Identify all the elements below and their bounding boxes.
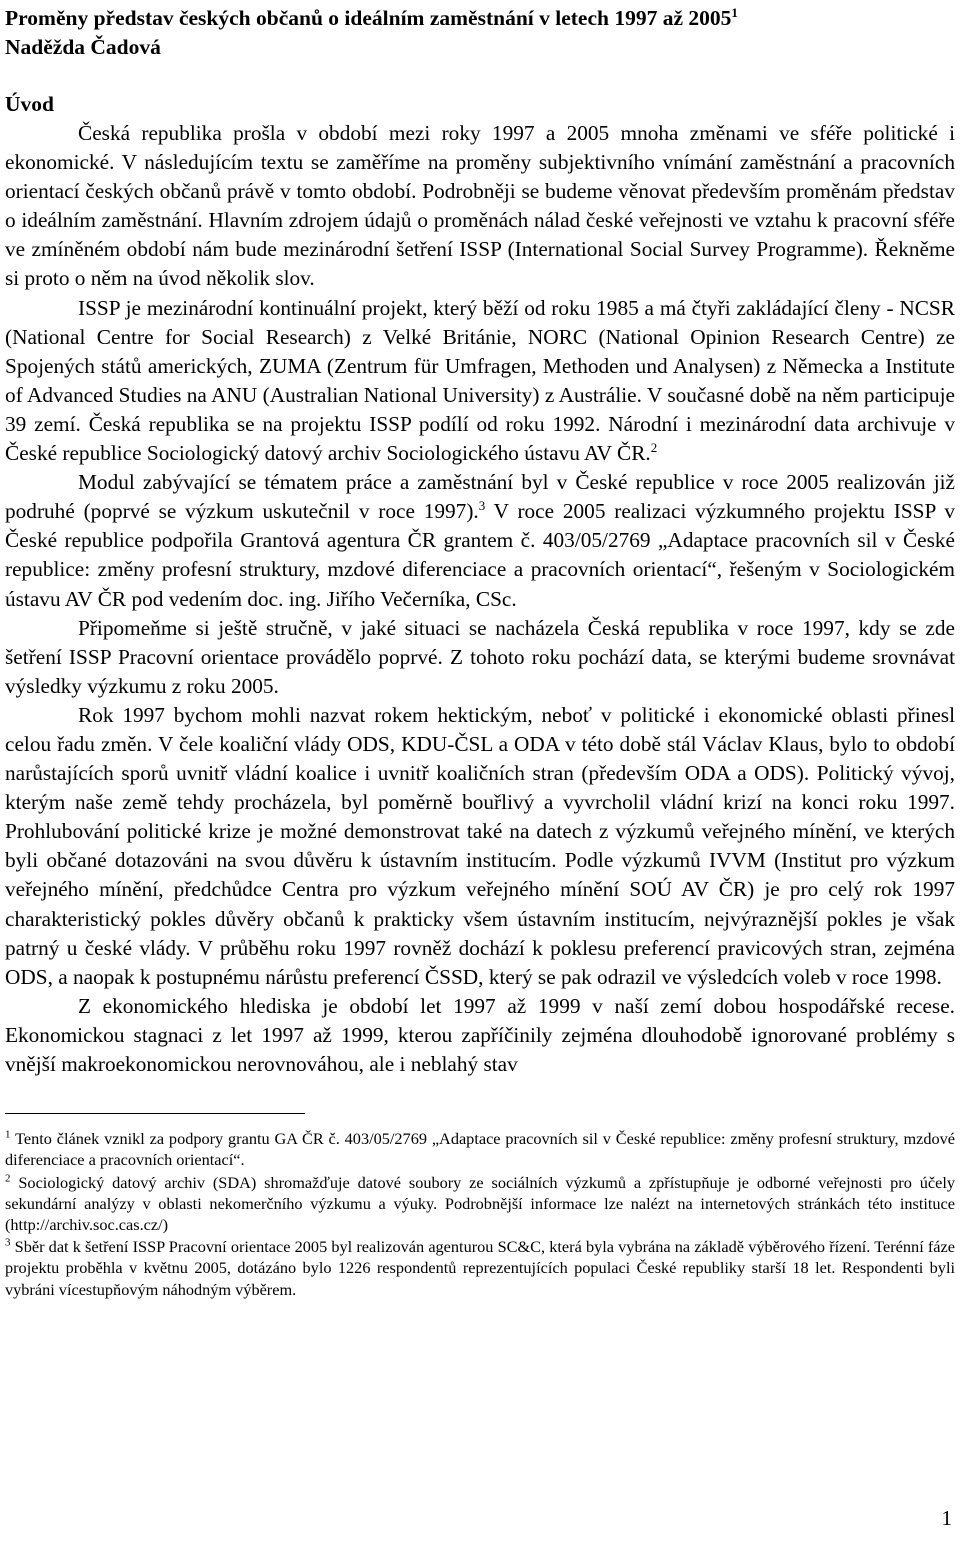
footnote-separator <box>5 1113 305 1114</box>
title-block <box>5 4 955 62</box>
footnote-number: 2 <box>5 1172 11 1185</box>
footnote-text: Sběr dat k šetření ISSP Pracovní orientace 2005 byl realizován agenturou SC&C, která byla vybrána na základě výběrového řízení. Terénní fáze projektu proběhla v květnu 2005, dotázáno bylo 1226 respondentů reprezentujících populaci České republiky starší 18 let. Respondenti byli vybráni vícestupňovým náhodným výběrem. <box>5 1237 955 1299</box>
body-text <box>5 119 955 1079</box>
footnote-ref: 3 <box>478 498 486 514</box>
document-title-text: Proměny představ českých občanů o ideálním zaměstnání v letech 1997 až 2005 <box>5 6 732 30</box>
page-number: 1 <box>941 1506 952 1530</box>
footnote-number: 3 <box>5 1236 11 1249</box>
footnote <box>5 1236 955 1300</box>
paragraph-text: Připomeňme si ještě stručně, v jaké situaci se nacházela Česká republika v roce 1997, kdy se zde šetření ISSP Pracovní orientace provádělo poprvé. Z tohoto roku pochází data, se kterými budeme srovnávat výsledky výzkumu z roku 2005. <box>5 615 955 698</box>
document-title <box>5 4 955 33</box>
document-page <box>5 4 955 1301</box>
paragraph <box>5 294 955 469</box>
paragraph-text: Modul zabývající se tématem práce a zaměstnání byl v České republice v roce 2005 realizován již podruhé (poprvé se výzkum uskutečnil v roce 1997). <box>5 470 955 524</box>
paragraph <box>5 119 955 294</box>
section-heading: Úvod <box>5 92 54 116</box>
paragraph-text: V roce 2005 realizaci výzkumného projektu ISSP v České republice podpořila Grantová agentura ČR grantem č. 403/05/2769 „Adaptace pracovních sil v České republice: změny profesní struktury, mzdové diferenciace a pracovních orientací“, řešeným v Sociologickém ústavu AV ČR pod vedením doc. ing. Jiřího Večerníka, CSc. <box>5 499 955 611</box>
paragraph-text: ISSP je mezinárodní kontinuální projekt, který běží od roku 1985 a má čtyři zakládající členy - NCSR (National Centre for Social Research) z Velké Británie, NORC (National Opinion Research Centre) ze Spojených států amerických, ZUMA (Zentrum für Umfragen, Methoden und Analysen) z Německa a Institute of Advanced Studies na ANU (Australian National University) z Austrálie. V současné době na něm participuje 39 zemí. Česká republika se na projektu ISSP podílí od roku 1992. Národní i mezinárodní data archivuje v České republice Sociologický datový archiv Sociologického ústavu AV ČR. <box>5 295 955 466</box>
footnote-text: Tento článek vznikl za podpory grantu GA ČR č. 403/05/2769 „Adaptace pracovních sil v České republice: změny profesní struktury, mzdové diferenciace a pracovních orientací“. <box>5 1129 955 1170</box>
paragraph <box>5 614 955 701</box>
footnote <box>5 1172 955 1236</box>
paragraph <box>5 701 955 992</box>
paragraph <box>5 468 955 613</box>
footnotes <box>5 1128 955 1300</box>
document-author: Naděžda Čadová <box>5 35 161 59</box>
paragraph <box>5 992 955 1079</box>
title-footnote-ref: 1 <box>731 4 738 20</box>
footnote-ref: 2 <box>650 439 658 455</box>
paragraph-text: Česká republika prošla v období mezi roky 1997 a 2005 mnoha změnami ve sféře politické i ekonomické. V následujícím textu se zaměříme na proměny subjektivního vnímání zaměstnání a pracovních orientací českých občanů právě v tomto období. Podrobněji se budeme věnovat především proměnám představ o ideálním zaměstnání. Hlavním zdrojem údajů o proměnách nálad české veřejnosti ve vztahu k pracovní sféře ve zmíněném období nám bude mezinárodní šetření ISSP (International Social Survey Programme). Řekněme si proto o něm na úvod několik slov. <box>5 121 955 291</box>
footnote-text: Sociologický datový archiv (SDA) shromažďuje datové soubory ze sociálních výzkumů a zpřístupňuje je odborné veřejnosti pro účely sekundární analýzy v oblasti nekomerčního výzkumu a výuky. Podrobnější informace lze nalézt na internetových stránkách této instituce (http://archiv.soc.cas.cz/) <box>5 1172 955 1234</box>
footnote-number: 1 <box>5 1128 11 1141</box>
paragraph-text: Rok 1997 bychom mohli nazvat rokem hektickým, neboť v politické i ekonomické oblasti přinesl celou řadu změn. V čele koaliční vlády ODS, KDU-ČSL a ODA v této době stál Václav Klaus, bylo to období narůstajících sporů uvnitř vládní koalice i uvnitř koaličních stran (především ODA a ODS). Politický vývoj, kterým naše země tehdy procházela, byl poměrně bouřlivý a vyvrcholil vládní krizí na konci roku 1997. Prohlubování politické krize je možné demonstrovat také na datech z výzkumů veřejného mínění, ve kterých byli občané dotazováni na svou důvěru k ústavním institucím. Podle výzkumů IVVM (Institut pro výzkum veřejného mínění, předchůdce Centra pro výzkum veřejného mínění SOÚ AV ČR) je pro celý rok 1997 charakteristický pokles důvěry občanů k prakticky všem ústavním institucím, nejvýraznější pokles je však patrný u české vlády. V průběhu roku 1997 rovněž dochází k poklesu preferencí pravicových stran, zejména ODS, a naopak k postupnému nárůstu preferencí ČSSD, který se pak odrazil ve výsledcích voleb v roce 1998. <box>5 702 955 989</box>
paragraph-text: Z ekonomického hlediska je období let 1997 až 1999 v naší zemí dobou hospodářské recese. Ekonomickou stagnaci z let 1997 až 1999, kterou zapříčinily zejména dlouhodobě ignorované problémy s vnější makroekonomickou nerovnováhou, ale i neblahý stav <box>5 993 955 1076</box>
footnote <box>5 1128 955 1170</box>
